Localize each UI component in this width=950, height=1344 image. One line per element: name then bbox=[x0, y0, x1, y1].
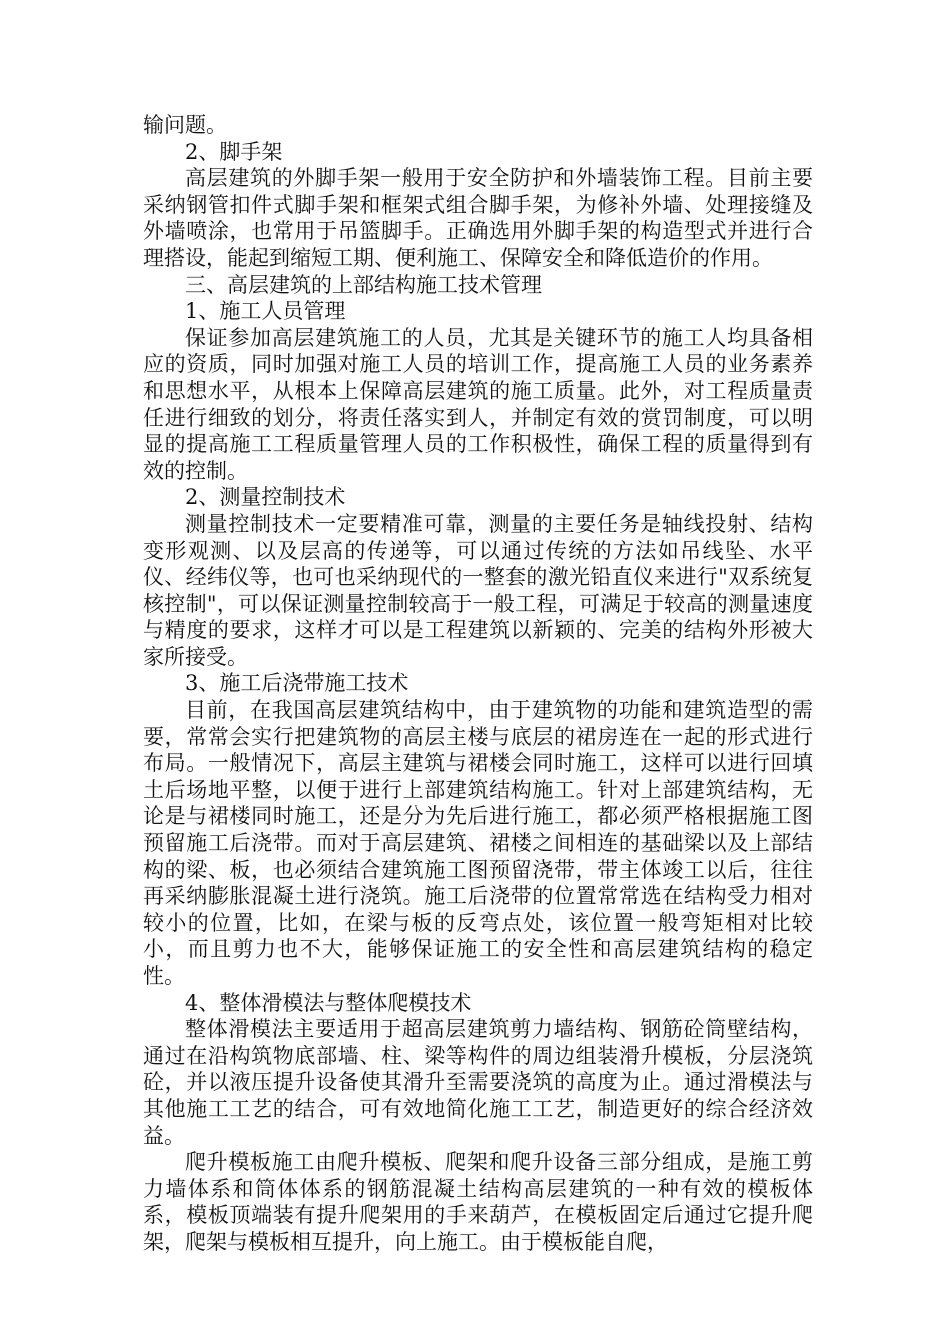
paragraph-slipform: 整体滑模法主要适用于超高层建筑剪力墙结构、钢筋砼筒壁结构，通过在沿构筑物底部墙、柱、梁等构件的周边组装滑升模板，分层浇筑砼，并以液压提升设备使其滑升至需要浇筑的高度为止。通过滑模法与其他施工工艺的结合，可有效地简化施工工艺，制造更好的综合经济效益。 bbox=[143, 1017, 813, 1148]
section-heading-slipform: 4、整体滑模法与整体爬模技术 bbox=[185, 990, 472, 1015]
paragraph-continuation: 输问题。 bbox=[143, 113, 227, 137]
chapter-heading-superstructure: 三、高层建筑的上部结构施工技术管理 bbox=[185, 272, 542, 297]
section-heading-survey: 2、测量控制技术 bbox=[185, 485, 346, 510]
paragraph-personnel: 保证参加高层建筑施工的人员，尤其是关键环节的施工人均具备相应的资质，同时加强对施工人员的培训工作，提高施工人员的业务素养和思想水平，从根本上保障高层建筑的施工质量。此外，对工程质量责任进行细致的划分，将责任落实到人，并制定有效的赏罚制度，可以明显的提高施工工程质量管理人员的工作积极性，确保工程的质量得到有效的控制。 bbox=[143, 325, 813, 483]
paragraph-scaffolding: 高层建筑的外脚手架一般用于安全防护和外墙装饰工程。目前主要采纳钢管扣件式脚手架和框架式组合脚手架，为修补外墙、处理接缝及外墙喷涂，也常用于吊篮脚手。正确选用外脚手架的构造型式并进行合理搭设，能起到缩短工期、便利施工、保障安全和降低造价的作用。 bbox=[143, 166, 813, 270]
document-page bbox=[143, 112, 813, 1256]
paragraph-climbing-form: 爬升模板施工由爬升模板、爬架和爬升设备三部分组成，是施工剪力墙体系和筒体体系的钢筋混凝土结构高层建筑的一种有效的模板体系，模板顶端装有提升爬架用的手来葫芦，在模板固定后通过它提升爬架，爬架与模板相互提升，向上施工。由于模板能自爬， bbox=[143, 1150, 813, 1254]
paragraph-post-pour-strip: 目前，在我国高层建筑结构中，由于建筑物的功能和建筑造型的需要，常常会实行把建筑物的高层主楼与底层的裙房连在一起的形式进行布局。一般情况下，高层主建筑与裙楼会同时施工，这样可以进行回填土后场地平整，以便于进行上部建筑结构施工。针对上部建筑结构，无论是与裙楼同时施工，还是分为先后进行施工，都必须严格根据施工图预留施工后浇带。而对于高层建筑、裙楼之间相连的基础梁以及上部结构的梁、板，也必须结合建筑施工图预留浇带，带主体竣工以后，往往再采纳膨胀混凝土进行浇筑。施工后浇带的位置常常选在结构受力相对较小的位置，比如，在梁与板的反弯点处，该位置一般弯矩相对比较小，而且剪力也不大，能够保证施工的安全性和高层建筑结构的稳定性。 bbox=[143, 698, 813, 988]
section-heading-personnel: 1、施工人员管理 bbox=[185, 299, 346, 324]
section-heading-post-pour-strip: 3、施工后浇带施工技术 bbox=[185, 671, 409, 696]
section-heading-scaffolding: 2、脚手架 bbox=[185, 139, 283, 164]
paragraph-survey: 测量控制技术一定要精准可靠，测量的主要任务是轴线投射、结构变形观测、以及层高的传递等，可以通过传统的方法如吊线坠、水平仪、经纬仪等，也可也采纳现代的一整套的激光铅直仪来进行"双系统复核控制"，可以保证测量控制较高于一般工程，可满足于较高的测量速度与精度的要求，这样才可以是工程建筑以新颖的、完美的结构外形被大家所接受。 bbox=[143, 511, 813, 669]
